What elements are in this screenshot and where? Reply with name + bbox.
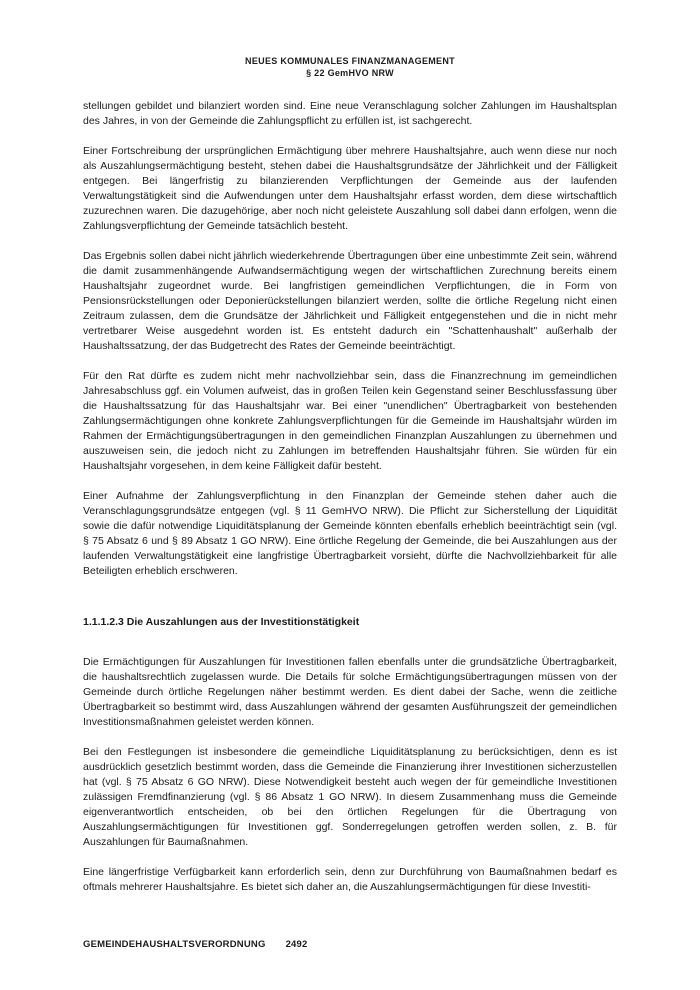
- header-title: NEUES KOMMUNALES FINANZMANAGEMENT: [245, 56, 455, 66]
- page-footer: [83, 939, 617, 950]
- section-heading: 1.1.1.2.3 Die Auszahlungen aus der Investitionstätigkeit: [83, 616, 360, 628]
- page-number: 2492: [285, 939, 308, 950]
- paragraph: Das Ergebnis sollen dabei nicht jährlich wiederkehrende Übertragungen über eine unbestimmte Zeit sein, während die damit zusammenhängende Aufwandsermächtigung wegen der wirtschaftlichen Zurechnung bereits einem Haushaltsjahr zugeordnet wurde. Bei langfristigen gemeindlichen Verpflichtungen, die in Form von Pensionsrückstellungen oder Deponierückstellungen bilanziert werden, sollte die örtliche Regelung nicht einen Zeitraum zulassen, dem die Grundsätze der Jährlichkeit und Fälligkeit entgegenstehen und die in nicht mehr vertretbarer Weise ausgedehnt worden ist. Es entsteht dadurch ein "Schattenhaushalt" außerhalb der Haushaltssatzung, der das Budgetrecht des Rates der Gemeinde beeinträchtigt.: [83, 250, 617, 352]
- page-header: [83, 55, 617, 79]
- paragraph: Die Ermächtigungen für Auszahlungen für Investitionen fallen ebenfalls unter die grundsätzliche Übertragbarkeit, die haushaltsrechtlich zugelassen wurde. Die Details für solche Ermächtigungsübertragungen müssen von der Gemeinde durch örtliche Regelungen näher bestimmt werden. Es dient dabei der Sache, wenn die zeitliche Übertragbarkeit so bestimmt wird, dass Auszahlungen während der gesamten Ausführungszeit der gemeindlichen Investitionsmaßnahmen geleistet werden können.: [83, 656, 617, 728]
- paragraph: Einer Aufnahme der Zahlungsverpflichtung in den Finanzplan der Gemeinde stehen daher auch die Veranschlagungsgrundsätze entgegen (vgl. § 11 GemHVO NRW). Die Pflicht zur Sicherstellung der Liquidität sowie die dafür notwendige Liquiditätsplanung der Gemeinde könnten ebenfalls erheblich beeinträchtigt sein (vgl. § 75 Absatz 6 und § 89 Absatz 1 GO NRW). Eine örtliche Regelung der Gemeinde, die bei Auszahlungen aus der laufenden Verwaltungstätigkeit eine langfristige Übertragbarkeit vorsieht, dürfte die Nachvollziehbarkeit für alle Beteiligten erheblich erschweren.: [83, 490, 617, 577]
- paragraph: Eine längerfristige Verfügbarkeit kann erforderlich sein, denn zur Durchführung von Baumaßnahmen bedarf es oftmals mehrerer Haushaltsjahre. Es bietet sich daher an, die Auszahlungsermächtigungen für diese Investiti-: [83, 866, 617, 893]
- paragraph: stellungen gebildet und bilanziert worden sind. Eine neue Veranschlagung solcher Zahlungen im Haushaltsplan des Jahres, in von der Gemeinde die Zahlungspflicht zu erfüllen ist, ist sachgerecht.: [83, 100, 617, 127]
- document-body: [83, 99, 617, 895]
- footer-title: GEMEINDEHAUSHALTSVERORDNUNG: [83, 939, 266, 950]
- paragraph: Für den Rat dürfte es zudem nicht mehr nachvollziehbar sein, dass die Finanzrechnung im gemeindlichen Jahresabschluss ggf. ein Volumen aufweist, das in großen Teilen kein Gegenstand seiner Beschlussfassung über die Haushaltssatzung für das Haushaltsjahr war. Bei einer "unendlichen" Übertragbarkeit von bestehenden Zahlungsermächtigungen ohne konkrete Zahlungsverpflichtungen für die Gemeinde im Haushaltsjahr würden im Rahmen der Ermächtigungsübertragungen in den gemeindlichen Finanzplan Auszahlungen zu übernehmen und auszuweisen sein, die jedoch nicht zu Zahlungen im betreffenden Haushaltsjahr führen. Sie würden für ein Haushaltsjahr vorgesehen, in dem keine Fälligkeit dafür besteht.: [83, 370, 617, 472]
- header-subtitle: § 22 GemHVO NRW: [306, 68, 394, 78]
- paragraph: Einer Fortschreibung der ursprünglichen Ermächtigung über mehrere Haushaltsjahre, auch wenn diese nur noch als Auszahlungsermächtigung besteht, stehen dabei die Haushaltsgrundsätze der Jährlichkeit und der Fälligkeit entgegen. Bei längerfristig zu bilanzierenden Verpflichtungen der Gemeinde aus der laufenden Verwaltungstätigkeit sind die Aufwendungen unter dem Haushaltsjahr erfasst worden, dem diese wirtschaftlich zuzurechnen waren. Die dazugehörige, aber noch nicht geleistete Auszahlung soll dabei dann erfolgen, wenn die Zahlungsverpflichtung der Gemeinde tatsächlich besteht.: [83, 145, 617, 232]
- paragraph: Bei den Festlegungen ist insbesondere die gemeindliche Liquiditätsplanung zu berücksichtigen, denn es ist ausdrücklich gesetzlich bestimmt worden, dass die Gemeinde die Finanzierung ihrer Investitionen sicherzustellen hat (vgl. § 75 Absatz 6 GO NRW). Diese Notwendigkeit besteht auch wegen der für gemeindliche Investitionen zulässigen Fremdfinanzierung (vgl. § 86 Absatz 1 GO NRW). In diesem Zusammenhang muss die Gemeinde eigenverantwortlich entscheiden, ob bei den örtlichen Regelungen für die Übertragung von Auszahlungsermächtigungen für Investitionen ggf. Sonderregelungen getroffen werden sollen, z. B. für Auszahlungen für Baumaßnahmen.: [83, 746, 617, 848]
